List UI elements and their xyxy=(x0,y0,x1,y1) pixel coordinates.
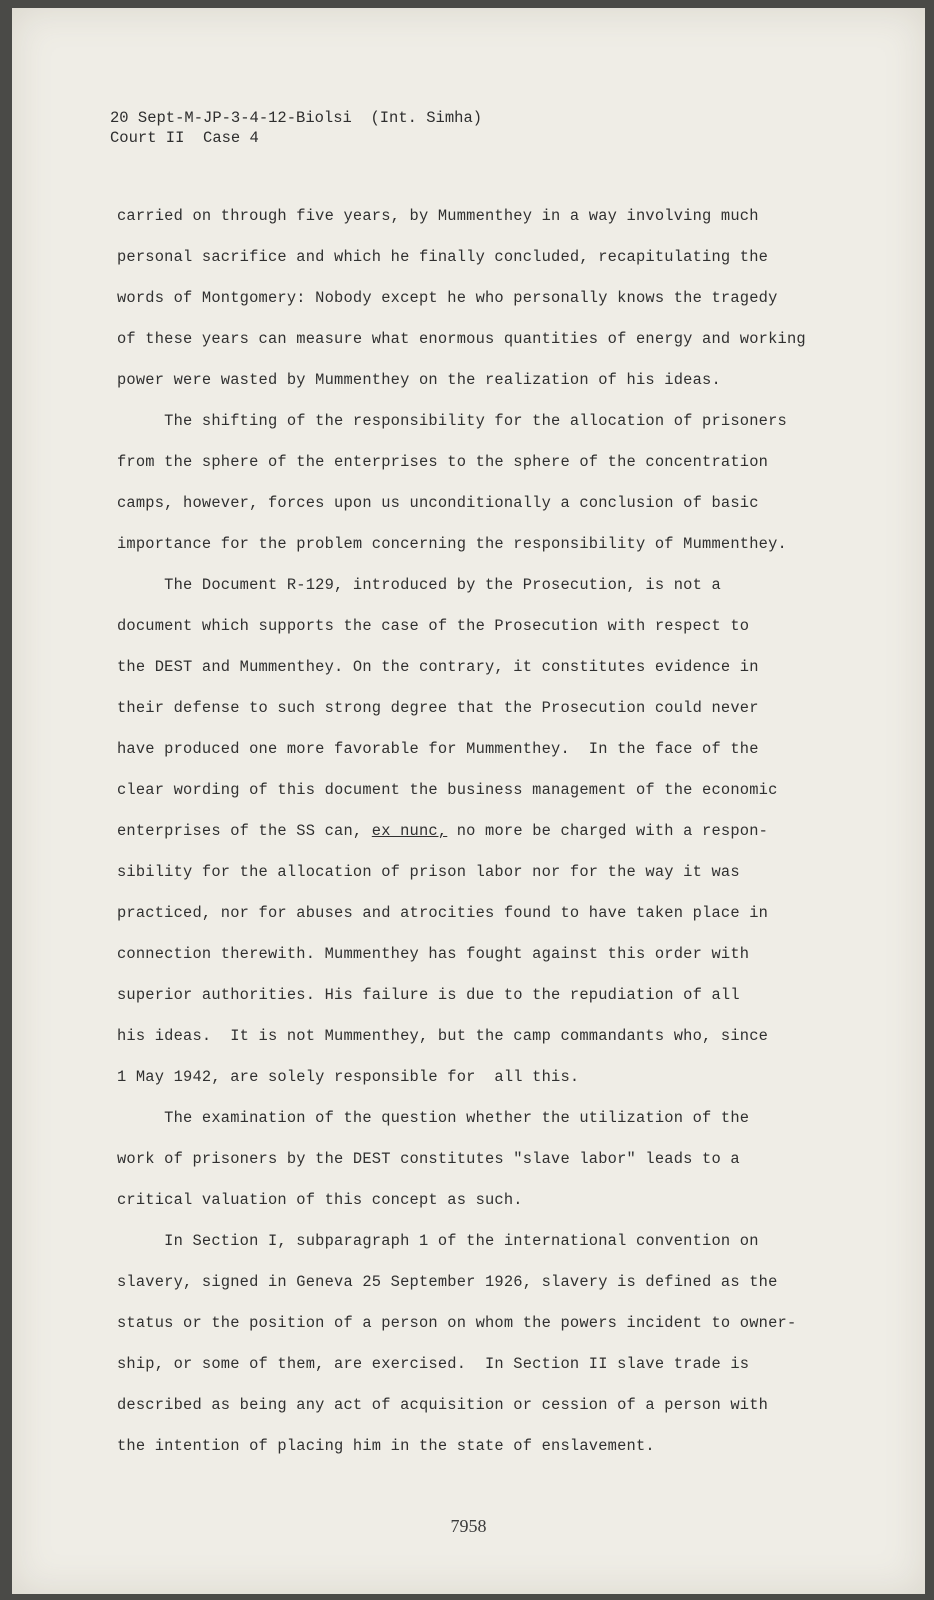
text-fragment: no more be charged with a respon- xyxy=(456,822,769,840)
text-line: carried on through five years, by Mummenthey in a way involving much xyxy=(117,207,759,225)
text-line: have produced one more favorable for Mummenthey. In the face of the xyxy=(117,740,759,758)
text-line: importance for the problem concerning the responsibility of Mummenthey. xyxy=(117,535,787,553)
paragraph-1 xyxy=(117,196,857,401)
page-number: 7958 xyxy=(450,1516,487,1536)
document-body xyxy=(117,196,857,1467)
text-line: of these years can measure what enormous quantities of energy and working xyxy=(117,330,806,348)
text-line: sibility for the allocation of prison labor nor for the way it was xyxy=(117,863,740,881)
text-line: superior authorities. His failure is due to the repudiation of all xyxy=(117,986,740,1004)
text-line: personal sacrifice and which he finally concluded, recapitulating the xyxy=(117,248,769,266)
text-line: In Section I, subparagraph 1 of the international convention on xyxy=(117,1232,759,1250)
paragraph-3 xyxy=(117,565,857,1098)
text-line: The examination of the question whether the utilization of the xyxy=(117,1109,750,1127)
text-line: their defense to such strong degree that the Prosecution could never xyxy=(117,699,759,717)
text-line: from the sphere of the enterprises to the sphere of the concentration xyxy=(117,453,769,471)
text-fragment: enterprises of the SS can, xyxy=(117,822,363,840)
text-line: clear wording of this document the business management of the economic xyxy=(117,781,778,799)
header-reference: 20 Sept-M-JP-3-4-12-Biolsi (Int. Simha) xyxy=(110,109,483,127)
text-line: the DEST and Mummenthey. On the contrary, it constitutes evidence in xyxy=(117,658,759,676)
text-line: described as being any act of acquisition or cession of a person with xyxy=(117,1396,769,1414)
text-line: words of Montgomery: Nobody except he who personally knows the tragedy xyxy=(117,289,778,307)
paragraph-2 xyxy=(117,401,857,565)
text-line: 1 May 1942, are solely responsible for all this. xyxy=(117,1068,580,1086)
text-line: status or the position of a person on whom the powers incident to owner- xyxy=(117,1314,797,1332)
text-line: ship, or some of them, are exercised. In Section II slave trade is xyxy=(117,1355,750,1373)
text-line: document which supports the case of the Prosecution with respect to xyxy=(117,617,750,635)
text-line: practiced, nor for abuses and atrocities found to have taken place in xyxy=(117,904,769,922)
text-line xyxy=(117,811,857,852)
underlined-phrase: ex nunc, xyxy=(371,822,448,840)
text-line: The Document R-129, introduced by the Prosecution, is not a xyxy=(117,576,721,594)
paragraph-5 xyxy=(117,1221,857,1467)
text-line: his ideas. It is not Mummenthey, but the camp commandants who, since xyxy=(117,1027,769,1045)
header-court-case: Court II Case 4 xyxy=(110,129,259,147)
text-line: the intention of placing him in the state of enslavement. xyxy=(117,1437,655,1455)
document-page xyxy=(12,8,925,1594)
text-line: connection therewith. Mummenthey has fought against this order with xyxy=(117,945,750,963)
text-line: slavery, signed in Geneva 25 September 1926, slavery is defined as the xyxy=(117,1273,778,1291)
text-line: work of prisoners by the DEST constitutes "slave labor" leads to a xyxy=(117,1150,740,1168)
text-line: power were wasted by Mummenthey on the realization of his ideas. xyxy=(117,371,721,389)
text-line: camps, however, forces upon us unconditionally a conclusion of basic xyxy=(117,494,759,512)
text-line: critical valuation of this concept as such. xyxy=(117,1191,523,1209)
text-line: The shifting of the responsibility for the allocation of prisoners xyxy=(117,412,787,430)
document-header xyxy=(110,108,482,148)
paragraph-4 xyxy=(117,1098,857,1221)
